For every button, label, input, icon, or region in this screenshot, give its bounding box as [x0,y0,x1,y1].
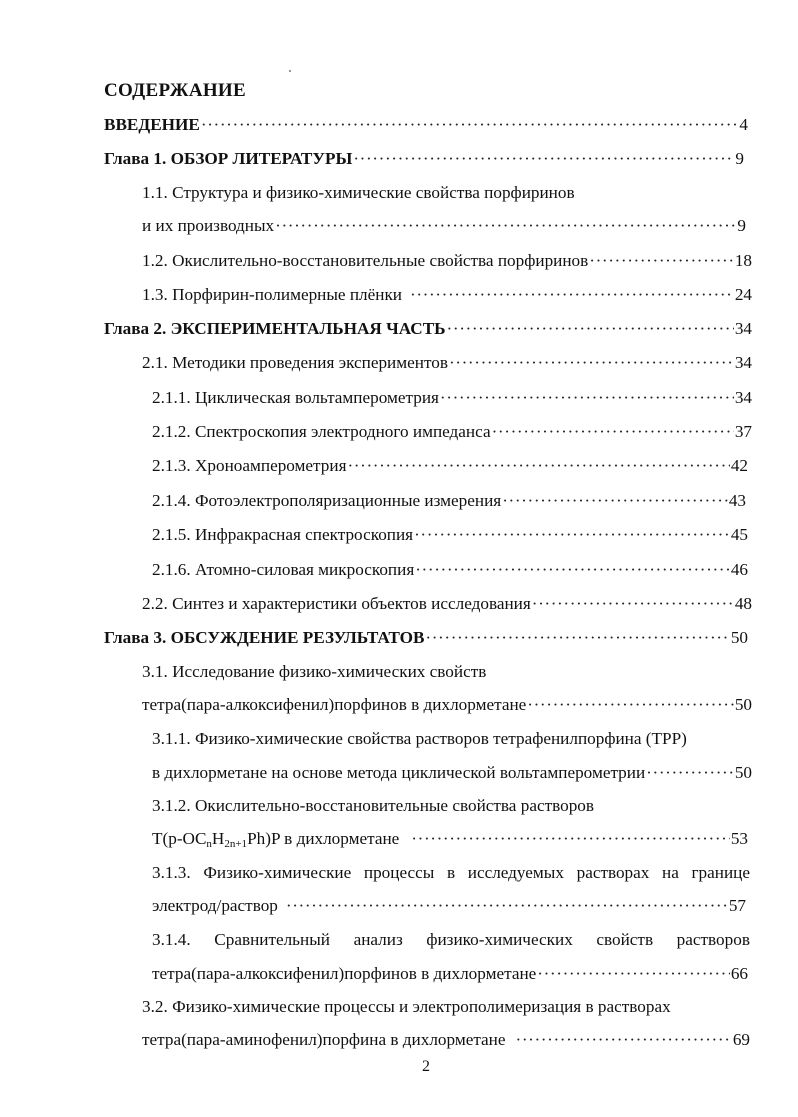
dot-leader [347,455,729,477]
dot-leader [415,559,730,581]
dot-leader [502,490,728,512]
toc-entry-line[interactable]: 3.1.3. Физико-химические процессы в исследуемых растворах на границе [152,863,750,882]
dot-leader [447,318,734,340]
toc-title: СОДЕРЖАНИЕ [104,80,246,101]
dot-leader [449,352,734,374]
toc-entry-line[interactable]: 3.1.4. Сравнительный анализ физико-химических свойств растворов [152,930,750,949]
toc-entry[interactable]: 2.1.2. Спектроскопия электродного импеданса ····· 37 [152,421,752,443]
dot-leader [410,284,734,306]
toc-entry-line[interactable]: 3.2. Физико-химические процессы и электрополимеризация в растворах [142,997,671,1016]
toc-entry[interactable]: ВВЕДЕНИЕ ····· 4 [104,114,748,136]
dot-leader [411,828,730,850]
toc-entry[interactable]: 1.3. Порфирин-полимерные плёнки ····· 24 [142,284,752,306]
toc-entry[interactable]: 2.2. Синтез и характеристики объектов исследования ····· 48 [142,593,752,615]
dot-leader [440,387,734,409]
toc-entry[interactable]: Глава 2. ЭКСПЕРИМЕНТАЛЬНАЯ ЧАСТЬ ····· 34 [104,318,752,340]
toc-entry[interactable]: тетра(пара-алкоксифенил)порфинов в дихлорметане ····· 50 [142,694,752,716]
dot-leader [516,1029,732,1051]
toc-entry[interactable]: Глава 3. ОБСУЖДЕНИЕ РЕЗУЛЬТАТОВ ····· 50 [104,627,748,649]
toc-entry[interactable]: и их производных ····· 9 [142,215,746,237]
toc-entry-line[interactable]: 3.1.2. Окислительно-восстановительные свойства растворов [152,796,594,815]
toc-entry-line[interactable]: 3.1. Исследование физико-химических свойств [142,662,487,681]
dot-leader [646,762,734,784]
dot-leader [286,895,728,917]
toc-entry[interactable]: 2.1.5. Инфракрасная спектроскопия ····· 45 [152,524,748,546]
toc-entry[interactable]: Глава 1. ОБЗОР ЛИТЕРАТУРЫ ····· 9 [104,148,744,170]
toc-entry[interactable]: 2.1.4. Фотоэлектрополяризационные измерения ····· 43 [152,490,746,512]
toc-entry[interactable]: 2.1.6. Атомно-силовая микроскопия ····· 46 [152,559,748,581]
dot-leader [492,421,734,443]
dot-leader [353,148,734,170]
toc-entry[interactable]: 2.1. Методики проведения экспериментов ····· 34 [142,352,752,374]
toc-entry[interactable]: электрод/раствор ····· 57 [152,895,746,917]
toc-entry[interactable]: в дихлорметане на основе метода циклической вольтамперометрии ····· 50 [152,762,752,784]
dot-leader [414,524,730,546]
toc-entry[interactable]: тетра(пара-алкоксифенил)порфинов в дихлорметане ····· 66 [152,963,748,985]
toc-entry[interactable]: 2.1.1. Циклическая вольтамперометрия ····· 34 [152,387,752,409]
scan-speck [289,70,291,72]
page-number: 2 [422,1058,430,1075]
dot-leader [532,593,734,615]
toc-entry-line[interactable]: 3.1.1. Физико-химические свойства растворов тетрафенилпорфина (TPP) [152,729,687,748]
toc-entry[interactable]: $T(p-OC_nH_{2n+1}Ph)P$ в дихлорметане ····· 53 [152,828,748,850]
dot-leader [589,250,734,272]
formula-text: $T(p-OC_nH_{2n+1}Ph)P$ в дихлорметане [152,829,400,850]
dot-leader [275,215,736,237]
dot-leader [201,114,739,136]
dot-leader [425,627,729,649]
toc-entry[interactable]: 2.1.3. Хроноамперометрия ····· 42 [152,455,748,477]
dot-leader [527,694,734,716]
toc-entry-line[interactable]: 1.1. Структура и физико-химические свойства порфиринов [142,183,575,202]
toc-entry[interactable]: тетра(пара-аминофенил)порфина в дихлорметане ····· 69 [142,1029,750,1051]
toc-entry[interactable]: 1.2. Окислительно-восстановительные свойства порфиринов ····· 18 [142,250,752,272]
dot-leader [537,963,730,985]
